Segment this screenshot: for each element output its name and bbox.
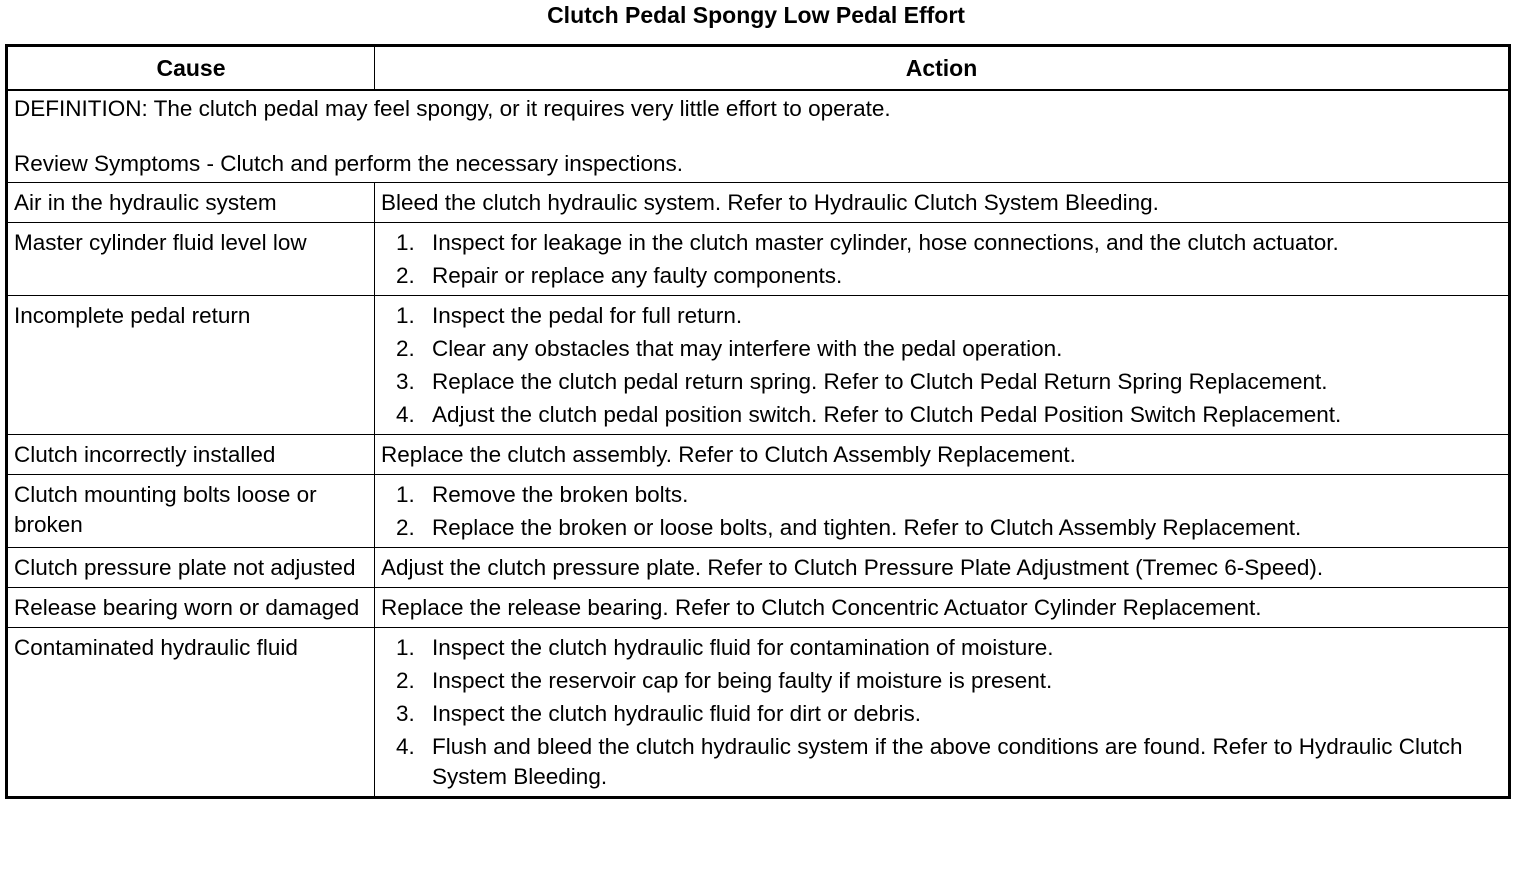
step-text: Clear any obstacles that may interfere with the pedal operation. [432,336,1063,361]
step-text: Replace the broken or loose bolts, and tighten. Refer to Clutch Assembly Replacement. [432,515,1302,540]
action-step [381,334,1502,364]
cause-column-header: Cause [7,46,375,91]
table-row [7,475,1510,548]
cause-cell: Release bearing worn or damaged [7,588,375,628]
table-row [7,435,1510,475]
page-title: Clutch Pedal Spongy Low Pedal Effort [547,2,965,28]
action-cell [375,475,1510,548]
step-number: 1. [396,635,415,660]
table-row [7,548,1510,588]
cause-cell: Master cylinder fluid level low [7,223,375,296]
review-symptoms-text: Review Symptoms - Clutch and perform the necessary inspections. [14,151,684,176]
action-cell [375,628,1510,798]
table-row [7,588,1510,628]
action-cell [375,223,1510,296]
action-cell: Replace the release bearing. Refer to Clutch Concentric Actuator Cylinder Replacement. [375,588,1510,628]
action-steps [381,633,1502,792]
step-text: Inspect the reservoir cap for being faulty if moisture is present. [432,668,1053,693]
action-step [381,513,1502,543]
step-number: 2. [396,336,415,361]
header-row [7,46,1510,91]
step-number: 1. [396,230,415,255]
definition-cell [7,90,1510,183]
action-column-header: Action [375,46,1510,91]
cause-cell: Air in the hydraulic system [7,183,375,223]
diagnostic-table [5,44,1511,799]
table-row [7,223,1510,296]
action-steps [381,480,1502,543]
step-number: 4. [396,734,415,759]
action-cell: Replace the clutch assembly. Refer to Clutch Assembly Replacement. [375,435,1510,475]
step-text: Repair or replace any faulty components. [432,263,843,288]
definition-text: DEFINITION: The clutch pedal may feel spongy, or it requires very little effort to operate. [14,96,891,121]
action-cell [375,296,1510,435]
action-step [381,367,1502,397]
action-step [381,400,1502,430]
step-number: 2. [396,668,415,693]
action-cell: Bleed the clutch hydraulic system. Refer to Hydraulic Clutch System Bleeding. [375,183,1510,223]
action-steps [381,301,1502,430]
step-number: 1. [396,482,415,507]
cause-cell: Clutch pressure plate not adjusted [7,548,375,588]
action-steps [381,228,1502,291]
action-step [381,732,1502,792]
step-text: Replace the clutch pedal return spring. Refer to Clutch Pedal Return Spring Replacement. [432,369,1328,394]
step-number: 2. [396,263,415,288]
step-text: Flush and bleed the clutch hydraulic system if the above conditions are found. Refer to Hydraulic Clutch System Bleeding. [432,734,1463,789]
step-text: Inspect for leakage in the clutch master cylinder, hose connections, and the clutch actuator. [432,230,1339,255]
table-row [7,628,1510,798]
action-step [381,228,1502,258]
action-step [381,261,1502,291]
action-step [381,699,1502,729]
table-row [7,296,1510,435]
step-text: Inspect the pedal for full return. [432,303,743,328]
action-step [381,301,1502,331]
table-row [7,183,1510,223]
action-cell: Adjust the clutch pressure plate. Refer to Clutch Pressure Plate Adjustment (Tremec 6-Speed). [375,548,1510,588]
step-text: Adjust the clutch pedal position switch. Refer to Clutch Pedal Position Switch Replacement. [432,402,1342,427]
definition-row [7,90,1510,183]
step-text: Inspect the clutch hydraulic fluid for dirt or debris. [432,701,921,726]
step-number: 4. [396,402,415,427]
step-number: 3. [396,701,415,726]
step-text: Remove the broken bolts. [432,482,689,507]
cause-cell: Clutch incorrectly installed [7,435,375,475]
cause-cell: Contaminated hydraulic fluid [7,628,375,798]
action-step [381,480,1502,510]
step-number: 2. [396,515,415,540]
cause-cell: Incomplete pedal return [7,296,375,435]
step-number: 3. [396,369,415,394]
step-text: Inspect the clutch hydraulic fluid for contamination of moisture. [432,635,1054,660]
action-step [381,633,1502,663]
action-step [381,666,1502,696]
step-number: 1. [396,303,415,328]
cause-cell: Clutch mounting bolts loose or broken [7,475,375,548]
